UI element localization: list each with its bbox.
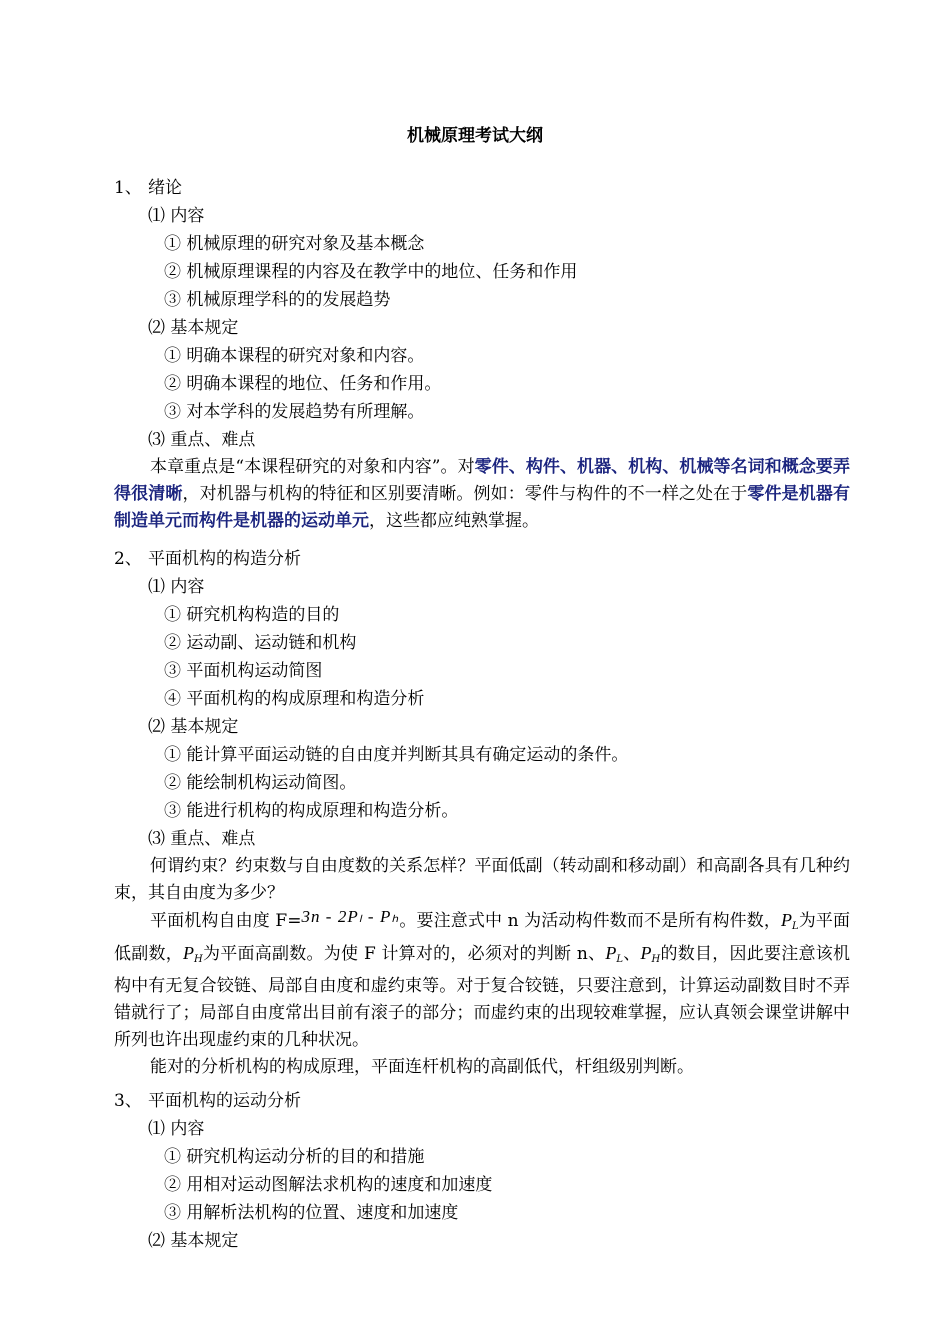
list-item: ① 研究机构运动分析的目的和措施 [164,1147,425,1167]
paragraph: 本章重点是“本课程研究的对象和内容”。对零件、构件、机器、机构、机械等名词和概念要弄得很清晰，对机器与机构的特征和区别要清晰。例如：零件与构件的不一样之处在于零件是机器有制造单元而构件是机器的运动单元，这些都应纯熟掌握。 [114,457,851,531]
list-item: ③ 对本学科的发展趋势有所理解。 [164,402,425,422]
subsection-heading: ⑴ 内容 [148,577,205,597]
list-item: ② 运动副、运动链和机构 [164,633,357,653]
subsection-heading: ⑴ 内容 [148,1119,205,1139]
list-item: ③ 机械原理学科的的发展趋势 [164,290,391,310]
section-heading: 2、 平面机构的构造分析 [114,549,301,569]
list-item: ② 机械原理课程的内容及在教学中的地位、任务和作用 [164,262,578,282]
section-heading: 1、 绪论 [114,178,182,198]
list-item: ③ 用解析法机构的位置、速度和加速度 [164,1203,459,1223]
document-title: 机械原理考试大纲 [407,126,543,146]
list-item: ② 用相对运动图解法求机构的速度和加速度 [164,1175,493,1195]
subsection-heading: ⑴ 内容 [148,206,205,226]
list-item: ④ 平面机构的构成原理和构造分析 [164,689,425,709]
list-item: ③ 平面机构运动简图 [164,661,323,681]
subsection-heading: ⑶ 重点、难点 [148,829,256,849]
section-heading: 3、 平面机构的运动分析 [114,1091,301,1111]
list-item: ③ 能进行机构的构成原理和构造分析。 [164,801,459,821]
list-item: ① 研究机构构造的目的 [164,605,340,625]
document-body [114,170,850,1255]
dof-formula: 3n - 2Pₗ - Pₕ [301,907,400,926]
subsection-heading: ⑵ 基本规定 [148,717,239,737]
subsection-heading: ⑵ 基本规定 [148,1231,239,1251]
list-item: ② 明确本课程的地位、任务和作用。 [164,374,442,394]
paragraph: 能对的分析机构的构成原理，平面连杆机构的高副低代，杆组级别判断。 [150,1057,694,1077]
list-item: ① 明确本课程的研究对象和内容。 [164,346,425,366]
subsection-heading: ⑵ 基本规定 [148,318,239,338]
subsection-heading: ⑶ 重点、难点 [148,430,256,450]
list-item: ② 能绘制机构运动简图。 [164,773,357,793]
list-item: ① 能计算平面运动链的自由度并判断其具有确定运动的条件。 [164,745,629,765]
list-item: ① 机械原理的研究对象及基本概念 [164,234,425,254]
paragraph: 平面机构自由度 F=3n - 2Pₗ - Pₕ。要注意式中 n 为活动构件数而不是所有构件数，$P_L$为平面低副数，$P_H$为平面高副数。为使 F 计算对的，必须对的判断 n、$P_L$、$P_H$的数目，因此要注意该机构中有无复合铰链、局部自由度和虚约束等。对于复合铰链，只要注意到，计算运动副数目时不弄错就行了；局部自由度常出目前有滚子的部分；而虚约束的出现较难掌握，应认真领会课堂讲解中所列也许出现虚约束的几种状况。 [114,907,851,1050]
paragraph: 何谓约束？约束数与自由度数的关系怎样？平面低副（转动副和移动副）和高副各具有几种约束，其自由度为多少？ [114,856,850,903]
